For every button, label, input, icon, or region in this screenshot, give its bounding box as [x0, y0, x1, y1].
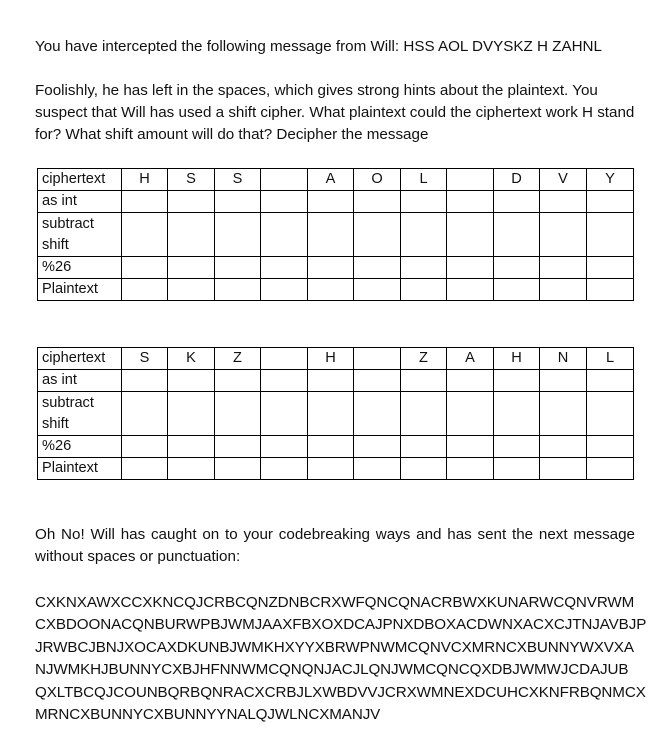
empty-cell — [401, 257, 447, 279]
empty-cell — [540, 458, 587, 480]
as-int-row — [38, 191, 634, 213]
row-label — [38, 213, 122, 257]
empty-cell — [447, 436, 494, 458]
empty-cell — [401, 370, 447, 392]
cipher-cell: K — [168, 348, 215, 370]
row-label: as int — [38, 370, 122, 392]
empty-cell — [168, 370, 215, 392]
cipher-cell: A — [308, 169, 354, 191]
cipher-cell: Z — [215, 348, 261, 370]
empty-cell — [587, 370, 634, 392]
followup-paragraph: Oh No! Will has caught on to your codebreaking ways and has sent the next message without spaces or punctuation: — [35, 526, 635, 565]
empty-cell — [494, 191, 540, 213]
empty-cell — [587, 458, 634, 480]
subtract-shift-row — [38, 213, 634, 257]
row-label-line: shift — [42, 236, 69, 253]
cipher-line: CXKNXAWXCCXKNCQJCRBCQNZDNBCRXWFQNCQNACRBWXKUNARWCQNVRWM — [35, 594, 635, 611]
cipher-line: MRNCXBUNNYCXBUNNYYNALQJWLNCXMANJV — [35, 706, 381, 724]
subtract-shift-row — [38, 392, 634, 436]
empty-cell — [587, 279, 634, 301]
empty-cell — [447, 257, 494, 279]
cipher-cell — [261, 348, 308, 370]
row-label-line: shift — [42, 415, 69, 432]
empty-cell — [261, 279, 308, 301]
empty-cell — [168, 458, 215, 480]
empty-cell — [401, 458, 447, 480]
empty-cell — [447, 213, 494, 257]
empty-cell — [540, 279, 587, 301]
cipher-cell — [354, 348, 401, 370]
empty-cell — [308, 370, 354, 392]
empty-cell — [308, 458, 354, 480]
empty-cell — [308, 257, 354, 279]
decipher-table-1 — [37, 168, 634, 301]
intro-text: You have intercepted the following message from Will: HSS AOL DVYSKZ H ZAHNL — [35, 38, 602, 55]
cipher-line: CXBDOONACQNBURWPBJWMJAAXFBXOXDCAJPNXDBOXACDWNXACXCJTNJAVBJP — [35, 616, 647, 634]
empty-cell — [261, 191, 308, 213]
empty-cell — [354, 370, 401, 392]
row-label: Plaintext — [38, 279, 122, 301]
as-int-row — [38, 370, 634, 392]
empty-cell — [261, 436, 308, 458]
empty-cell — [494, 370, 540, 392]
empty-cell — [261, 213, 308, 257]
empty-cell — [308, 279, 354, 301]
empty-cell — [122, 257, 168, 279]
empty-cell — [494, 458, 540, 480]
cipher-cell: V — [540, 169, 587, 191]
empty-cell — [447, 458, 494, 480]
row-label: ciphertext — [38, 348, 122, 370]
empty-cell — [494, 279, 540, 301]
empty-cell — [587, 392, 634, 436]
ciphertext-row — [38, 348, 634, 370]
cipher-cell: O — [354, 169, 401, 191]
empty-cell — [447, 392, 494, 436]
row-label: %26 — [38, 436, 122, 458]
cipher-cell — [261, 169, 308, 191]
empty-cell — [494, 213, 540, 257]
empty-cell — [261, 370, 308, 392]
empty-cell — [168, 279, 215, 301]
empty-cell — [215, 370, 261, 392]
cipher-cell: L — [587, 348, 634, 370]
empty-cell — [261, 257, 308, 279]
empty-cell — [354, 213, 401, 257]
cipher-cell — [447, 169, 494, 191]
empty-cell — [168, 213, 215, 257]
empty-cell — [122, 436, 168, 458]
empty-cell — [122, 191, 168, 213]
cipher-cell: A — [447, 348, 494, 370]
empty-cell — [354, 257, 401, 279]
row-label: %26 — [38, 257, 122, 279]
cipher-cell: H — [494, 348, 540, 370]
empty-cell — [215, 436, 261, 458]
empty-cell — [308, 436, 354, 458]
cipher-message — [35, 592, 647, 726]
empty-cell — [215, 191, 261, 213]
empty-cell — [401, 436, 447, 458]
empty-cell — [354, 392, 401, 436]
empty-cell — [494, 436, 540, 458]
empty-cell — [354, 279, 401, 301]
empty-cell — [354, 436, 401, 458]
empty-cell — [168, 191, 215, 213]
cipher-cell: Y — [587, 169, 634, 191]
cipher-cell: D — [494, 169, 540, 191]
cipher-line: JRWBCJBNJXOCAXDKUNBJWMKHXYYXBRWPNWMCQNVCXMRNCXBUNNYWXVXA — [35, 638, 634, 656]
cipher-cell: S — [168, 169, 215, 191]
empty-cell — [540, 370, 587, 392]
empty-cell — [122, 213, 168, 257]
empty-cell — [587, 436, 634, 458]
empty-cell — [401, 191, 447, 213]
empty-cell — [261, 458, 308, 480]
cipher-cell: N — [540, 348, 587, 370]
mod26-row — [38, 436, 634, 458]
empty-cell — [401, 392, 447, 436]
cipher-line: QXLTBCQJCOUNBQRBQNRACXCRBJLXWBDVVJCRXWMNEXDCUHCXKNFRBQNMCX — [35, 683, 646, 701]
row-label: as int — [38, 191, 122, 213]
row-label-line: subtract — [42, 215, 94, 232]
row-label-line: subtract — [42, 394, 94, 411]
empty-cell — [540, 191, 587, 213]
empty-cell — [354, 458, 401, 480]
empty-cell — [447, 370, 494, 392]
empty-cell — [540, 392, 587, 436]
ciphertext-row — [38, 169, 634, 191]
empty-cell — [447, 279, 494, 301]
empty-cell — [540, 436, 587, 458]
row-label: Plaintext — [38, 458, 122, 480]
empty-cell — [215, 392, 261, 436]
empty-cell — [215, 458, 261, 480]
empty-cell — [401, 213, 447, 257]
row-label: ciphertext — [38, 169, 122, 191]
empty-cell — [587, 213, 634, 257]
cipher-cell: H — [308, 348, 354, 370]
empty-cell — [308, 392, 354, 436]
empty-cell — [168, 392, 215, 436]
empty-cell — [447, 191, 494, 213]
empty-cell — [122, 392, 168, 436]
empty-cell — [215, 279, 261, 301]
empty-cell — [494, 392, 540, 436]
empty-cell — [122, 458, 168, 480]
empty-cell — [308, 191, 354, 213]
empty-cell — [168, 436, 215, 458]
empty-cell — [122, 279, 168, 301]
empty-cell — [168, 257, 215, 279]
plaintext-row — [38, 279, 634, 301]
cipher-cell: S — [122, 348, 168, 370]
empty-cell — [308, 213, 354, 257]
plaintext-row — [38, 458, 634, 480]
empty-cell — [215, 257, 261, 279]
cipher-cell: H — [122, 169, 168, 191]
cipher-line: NJWMKHJBUNNYCXBJHFNNWMCQNQNJACJLQNJWMCQNCQXDBJWMWJCDAJUB — [35, 661, 629, 679]
empty-cell — [540, 213, 587, 257]
cipher-cell: Z — [401, 348, 447, 370]
decipher-table-2 — [37, 347, 634, 480]
empty-cell — [587, 191, 634, 213]
empty-cell — [354, 191, 401, 213]
empty-cell — [215, 213, 261, 257]
empty-cell — [261, 392, 308, 436]
instructions-paragraph: Foolishly, he has left in the spaces, which gives strong hints about the plaintext. You suspect that Will has used a shift cipher. What plaintext could the ciphertext work H stand for? What shift amount will do that? Decipher the message — [35, 82, 635, 143]
empty-cell — [494, 257, 540, 279]
mod26-row — [38, 257, 634, 279]
cipher-cell: S — [215, 169, 261, 191]
cipher-cell: L — [401, 169, 447, 191]
empty-cell — [122, 370, 168, 392]
row-label — [38, 392, 122, 436]
empty-cell — [540, 257, 587, 279]
empty-cell — [587, 257, 634, 279]
empty-cell — [401, 279, 447, 301]
